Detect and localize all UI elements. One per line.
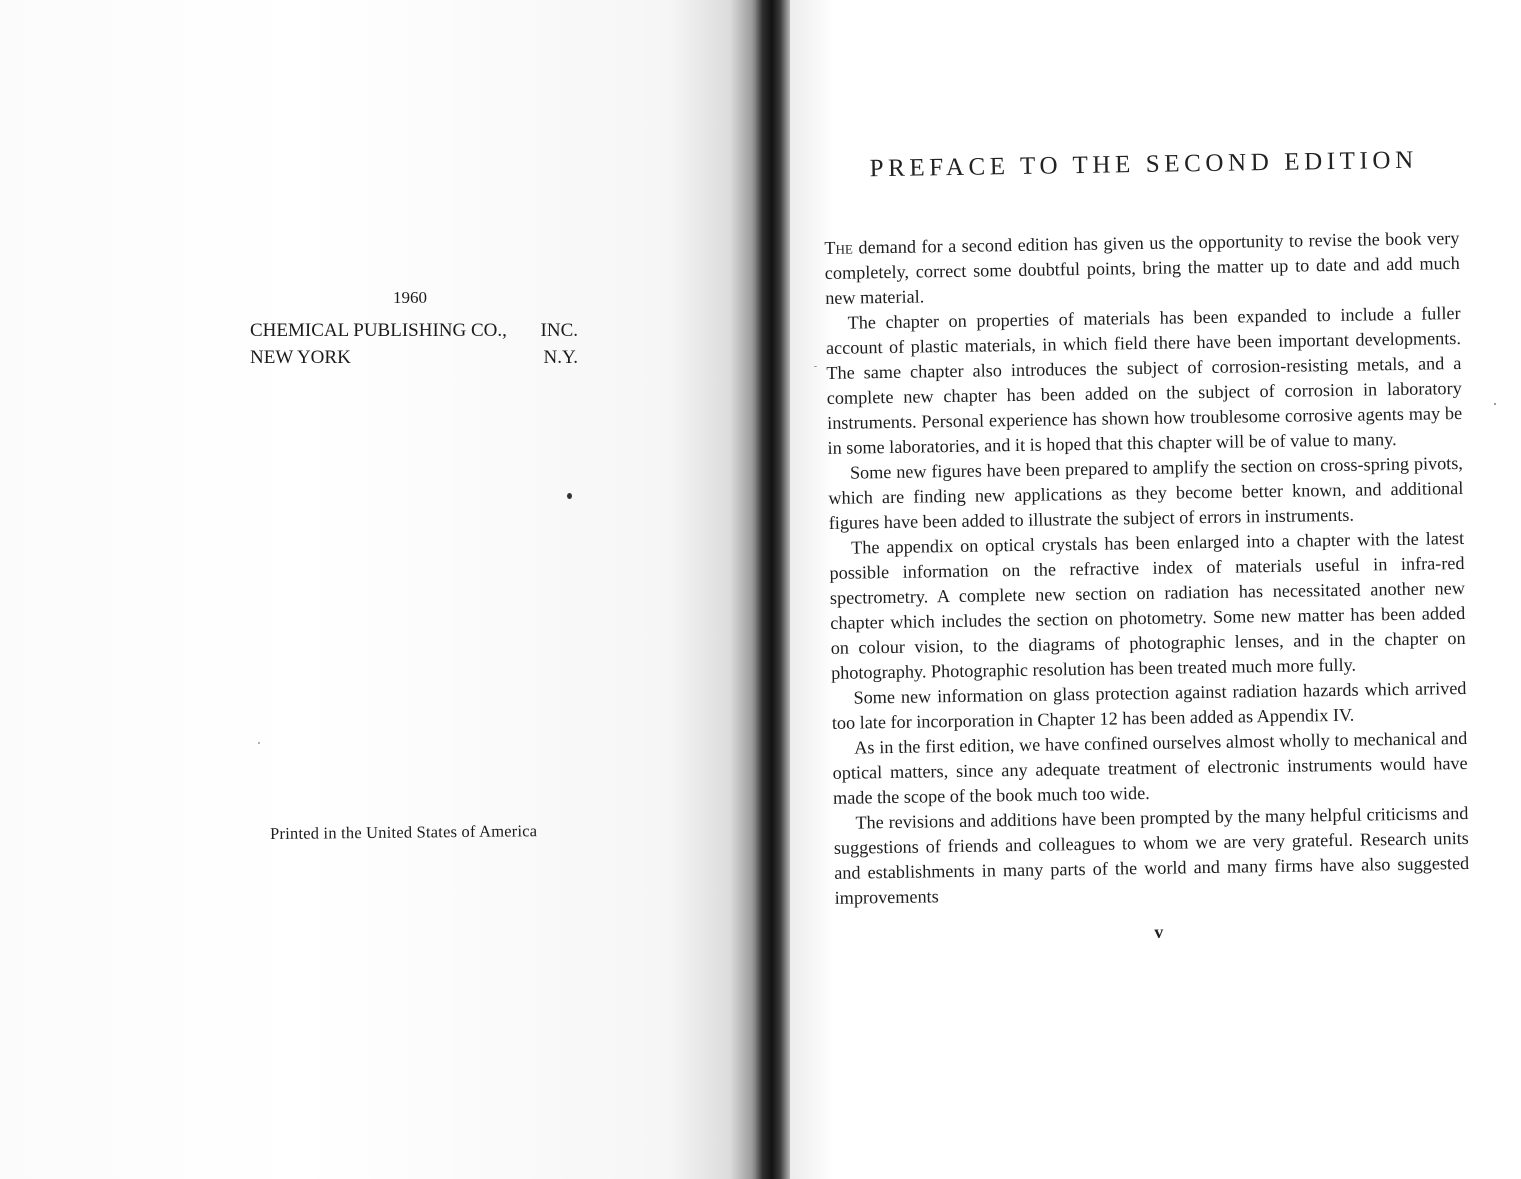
preface-paragraph: Some new figures have been prepared to amplify the section on cross-spring pivots, which are finding new applications as they become better known, and additional figures have been added to illustrate the subject of errors in instruments. (828, 452, 1464, 533)
left-page (0, 0, 760, 1179)
preface-title: PREFACE TO THE SECOND EDITION (869, 146, 1418, 183)
printed-note: Printed in the United States of America (270, 821, 538, 843)
publisher-location-line (250, 347, 578, 369)
paper-speck (814, 366, 817, 367)
preface-paragraph: The demand for a second edition has given us the opportunity to revise the book very completely, correct some doubtful points, bring the matter up to date and add much new material. (824, 228, 1460, 308)
publication-year: 1960 (393, 288, 427, 307)
drop-word: The (824, 237, 854, 258)
preface-paragraph: The revisions and additions have been prompted by the many helpful criticisms and suggestions of friends and colleagues to whom we are very grateful. Research units and establishments in many parts of the world and many firms have also suggested improvements (833, 802, 1470, 908)
paper-speck (1494, 403, 1496, 405)
preface-paragraph: The appendix on optical crystals has been enlarged into a chapter with the latest possible information on the refractive index of materials useful in infra-red spectrometry. A complete new section on radiation has necessitated another new chapter which includes the section on photometry. Some new matter has been added on colour vision, to the diagrams of photographic lenses, and in the chapter on photography. Photographic resolution has been treated much more fully. (829, 527, 1466, 683)
publisher-suffix: INC. (540, 320, 578, 341)
preface-paragraph: The chapter on properties of materials has been expanded to include a fuller account of plastic materials, in which field there have been important developments. The same chapter also introduces the subject of corrosion-resisting metals, and a complete new chapter has been added on the subject of corrosion in laboratory instruments. Personal experience has shown how troublesome corrosive agents may be in some laboratories, and it is hoped that this chapter will be of value to many. (825, 303, 1463, 458)
publisher-state: N.Y. (543, 347, 578, 368)
paper-speck (258, 742, 260, 744)
publisher-name: CHEMICAL PUBLISHING CO., (250, 320, 507, 341)
book-gutter-shadow (754, 0, 794, 1179)
page-number: v (1154, 921, 1164, 942)
publisher-city: NEW YORK (250, 347, 351, 368)
paper-speck (567, 493, 572, 499)
preface-paragraph: As in the first edition, we have confined ourselves almost wholly to mechanical and optical matters, since any adequate treatment of electronic instruments would have made the scope of the book much too wide. (832, 727, 1468, 808)
preface-content (823, 146, 1470, 948)
preface-paragraph: Some new information on glass protection against radiation hazards which arrived too late for incorporation in Chapter 12 has been added as Appendix IV. (831, 677, 1467, 733)
publisher-name-line (250, 320, 578, 342)
